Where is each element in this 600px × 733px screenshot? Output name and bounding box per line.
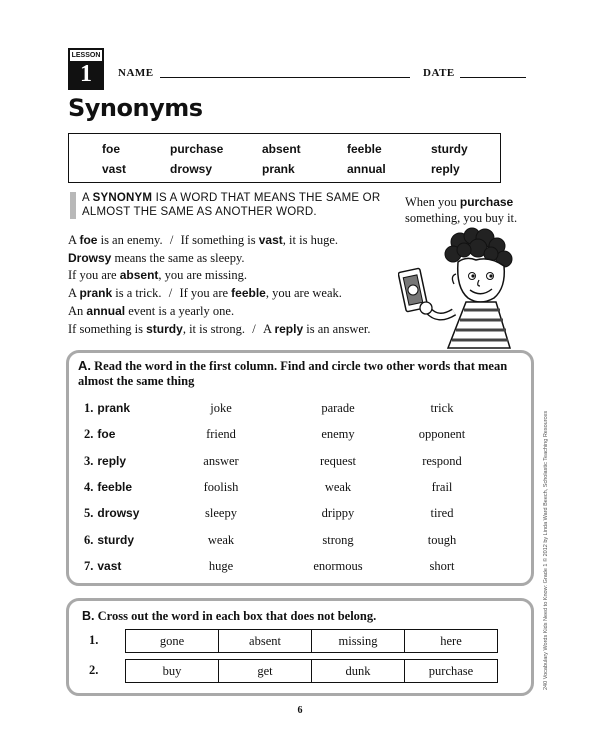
answer-choice[interactable]: friend (206, 427, 236, 442)
word-bank-item: absent (262, 142, 301, 156)
example-sentence (68, 322, 371, 337)
girl-with-money-illustration (398, 226, 516, 350)
answer-choice[interactable]: sleepy (205, 506, 237, 521)
row-label (84, 559, 121, 574)
page-number: 6 (297, 705, 303, 716)
row-number: 4. (84, 479, 94, 494)
row-target-word: reply (97, 453, 127, 468)
row-label (84, 454, 126, 469)
tip-word: purchase (459, 195, 514, 209)
sentence-text: A (262, 322, 275, 336)
vocab-word: feeble (231, 286, 266, 300)
exercise-a-instruction (78, 358, 523, 389)
answer-choice[interactable]: parade (321, 401, 355, 415)
lesson-number: 1 (80, 61, 92, 87)
word-row-box (125, 659, 498, 683)
lesson-label: LESSON (71, 52, 101, 59)
separator: / (169, 233, 174, 247)
vocab-word: foe (79, 233, 98, 247)
word-cell[interactable]: purchase (428, 664, 474, 678)
answer-choice[interactable]: opponent (418, 427, 466, 442)
example-sentence (68, 233, 338, 248)
word-cell[interactable]: dunk (312, 660, 405, 682)
row-number: 3. (84, 453, 94, 468)
sentence-text: If you are (68, 268, 120, 282)
answer-choice[interactable]: frail (431, 479, 453, 494)
answer-choice[interactable]: enormous (313, 558, 363, 573)
row-target-word: feeble (97, 479, 133, 494)
exercise-a-row (0, 427, 600, 447)
word-bank-item: prank (262, 162, 295, 176)
answer-choice[interactable]: strong (322, 532, 354, 547)
exercise-a-row (0, 401, 600, 421)
vocab-word: sturdy (146, 322, 183, 336)
answer-choice[interactable]: joke (210, 401, 232, 415)
date-field[interactable] (460, 77, 526, 78)
vocab-word: reply (274, 322, 304, 336)
answer-choice[interactable]: weak (207, 532, 235, 547)
vocab-word: Drowsy (68, 251, 112, 265)
definition-pre: A (82, 192, 90, 204)
word-cell[interactable]: get (219, 660, 312, 682)
sentence-text: A (68, 233, 80, 247)
definition-text (82, 191, 382, 219)
answer-choice[interactable]: trick (430, 401, 454, 415)
word-bank-item: reply (431, 162, 460, 176)
sentence-text: means the same as sleepy. (111, 251, 245, 265)
answer-choice[interactable]: tough (427, 532, 457, 547)
vocab-word: vast (258, 233, 283, 247)
example-sentence (68, 304, 234, 319)
exercise-a-row (0, 559, 600, 579)
sentence-text: is an enemy. (97, 233, 163, 247)
answer-choice[interactable]: huge (208, 558, 234, 573)
vocab-word: prank (79, 286, 113, 300)
exercise-b-letter: B. (82, 609, 95, 623)
row-label (84, 480, 132, 495)
word-bank-item: purchase (170, 142, 224, 156)
lesson-badge (68, 48, 104, 90)
definition-bar (70, 192, 76, 219)
word-bank-item: feeble (347, 142, 382, 156)
answer-choice[interactable]: request (319, 453, 357, 468)
sentence-text: If something is (180, 233, 259, 247)
row-target-word: drowsy (97, 506, 140, 521)
exercise-a-text: Read the word in the first column. Find and circle two other words that mean almost the same thing (78, 359, 508, 388)
row-target-word: foe (97, 427, 116, 442)
answer-choice[interactable]: respond (422, 453, 462, 468)
answer-choice[interactable]: tired (430, 506, 454, 521)
copyright-note: 240 Vocabulary Words Kids Need to Know: Grade 1 © 2012 by Linda Ward Beech, Scholastic Teaching Resources (543, 410, 549, 690)
tip-text (405, 194, 545, 226)
separator: / (252, 322, 256, 336)
word-cell[interactable]: missing (312, 630, 405, 652)
vocab-word: absent (119, 268, 159, 282)
sentence-text: , it is strong. (182, 322, 245, 336)
sentence-text: , you are missing. (158, 268, 247, 282)
row-target-word: prank (97, 401, 131, 415)
definition-term: SYNONYM (92, 192, 153, 204)
word-bank (68, 133, 501, 183)
word-cell[interactable]: buy (126, 660, 219, 682)
word-cell[interactable]: absent (219, 630, 312, 652)
sentence-text: An (68, 304, 87, 318)
exercise-b-instruction (82, 609, 376, 624)
word-row-box (125, 629, 498, 653)
row-number: 5. (84, 506, 94, 521)
word-bank-item: drowsy (170, 162, 213, 176)
answer-choice[interactable]: answer (203, 453, 239, 468)
exercise-a-row (0, 506, 600, 526)
exercise-a-row (0, 480, 600, 500)
word-cell[interactable]: here (440, 634, 462, 648)
row-number: 1. (89, 633, 99, 647)
sentence-text: A (68, 286, 80, 300)
sentence-text: event is a yearly one. (125, 304, 235, 318)
date-label: DATE (423, 67, 455, 79)
answer-choice[interactable]: foolish (203, 479, 239, 494)
name-label: NAME (118, 67, 154, 79)
sentence-text: If something is (68, 322, 147, 336)
page-title: Synonyms (68, 94, 203, 122)
separator: / (168, 286, 173, 300)
definition-rest: IS A WORD THAT MEANS THE SAME OR ALMOST THE SAME AS ANOTHER WORD. (82, 192, 381, 218)
example-sentence (68, 251, 245, 266)
row-label (84, 506, 139, 521)
word-cell[interactable]: gone (126, 630, 219, 652)
word-bank-item: annual (347, 162, 386, 176)
sentence-text: is an answer. (303, 322, 371, 336)
answer-choice[interactable]: drippy (321, 506, 355, 521)
row-number: 2. (89, 663, 99, 677)
sentence-text: , it is huge. (282, 233, 338, 247)
row-number: 1. (84, 401, 94, 415)
word-bank-item: sturdy (431, 142, 468, 156)
answer-choice[interactable]: short (429, 558, 455, 573)
answer-choice[interactable]: weak (324, 479, 352, 494)
sentence-text: is a trick. (112, 286, 162, 300)
row-target-word: sturdy (97, 532, 135, 547)
example-sentence (68, 268, 247, 283)
exercise-a-row (0, 454, 600, 474)
row-number: 7. (84, 558, 94, 573)
row-target-word: vast (97, 558, 122, 573)
exercise-a-letter: A. (78, 358, 91, 373)
tip-post: something, you buy it. (405, 211, 518, 225)
row-label (84, 533, 134, 548)
exercise-b-text: Cross out the word in each box that does not belong. (97, 609, 377, 623)
row-label (84, 401, 130, 416)
example-sentence (68, 286, 342, 301)
name-field[interactable] (160, 77, 410, 78)
row-number: 2. (84, 427, 94, 442)
word-bank-item: vast (102, 162, 127, 176)
answer-choice[interactable]: enemy (321, 427, 355, 442)
sentence-text: If you are (179, 286, 232, 300)
vocab-word: annual (86, 304, 126, 318)
sentence-text: , you are weak. (265, 286, 342, 300)
exercise-a-row (0, 533, 600, 553)
row-number: 6. (84, 532, 94, 547)
word-bank-item: foe (102, 142, 120, 156)
tip-pre: When you (405, 195, 457, 209)
row-label (84, 427, 115, 442)
